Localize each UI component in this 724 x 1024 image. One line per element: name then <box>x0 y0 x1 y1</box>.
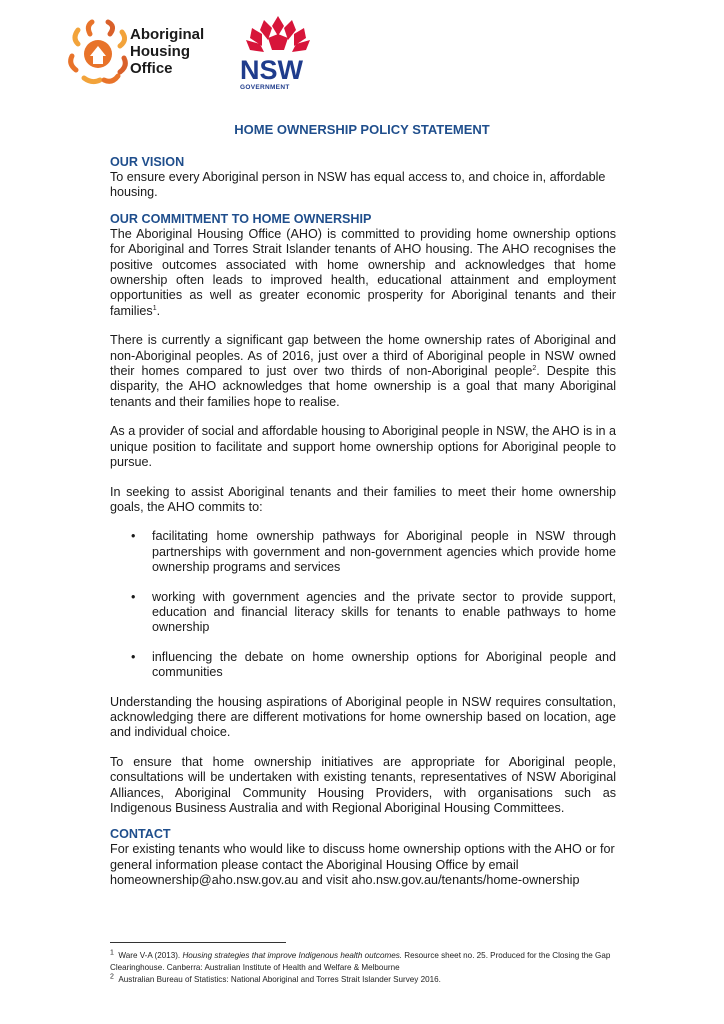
commitment-paragraph-4: In seeking to assist Aboriginal tenants and their families to meet their home ownership goals, the AHO commits to: <box>110 484 616 514</box>
vision-heading: OUR VISION <box>110 155 185 169</box>
footnote-ref-2[interactable]: 2 <box>532 364 537 372</box>
commitment-paragraph-1: The Aboriginal Housing Office (AHO) is committed to providing home ownership options for Aboriginal and Torres Strait Islander tenants of AHO housing. The AHO recognises the positive outcomes associated with home ownership and acknowledges that home ownership often leads to improved health, educational attainment and employment opportunities as well as greater economic prosperity for Aboriginal tenants and their families$^1$. <box>110 226 616 318</box>
commitment-paragraph-3: As a provider of social and affordable housing to Aboriginal people in NSW, the AHO is in a unique position to facilitate and support home ownership options for Aboriginal people to pursue. <box>110 424 616 470</box>
document-title: HOME OWNERSHIP POLICY STATEMENT <box>234 122 490 137</box>
aho-logo-text: Aboriginal Housing Office <box>130 26 205 77</box>
contact-text: For existing tenants who would like to discuss home ownership options with the AHO or for general information please contact the Aboriginal Housing Office by email homeownership@aho.nsw.gov.au and visit aho.nsw.gov.au/tenants/home-ownership <box>110 842 615 888</box>
footnote-divider <box>110 942 286 943</box>
vision-text: To ensure every Aboriginal person in NSW has equal access to, and choice in, affordable housing. <box>110 170 606 200</box>
header-logos <box>64 12 364 92</box>
list-item: • working with government agencies and the private sector to provide support, education and financial literacy skills for tenants to enable pathways to home ownership <box>131 589 616 635</box>
commitment-paragraph-6: To ensure that home ownership initiatives are appropriate for Aboriginal people, consultations will be undertaken with existing tenants, representatives of NSW Aboriginal Alliances, Aboriginal Community Housing Providers, with organisations such as Indigenous Business Australia and with Regional Aboriginal Housing Committees. <box>110 754 616 815</box>
commitment-paragraph-5: Understanding the housing aspirations of Aboriginal people in NSW requires consultation, acknowledging there are different motivations for home ownership based on location, age and individual choice. <box>110 694 616 740</box>
nsw-wordmark: NSW <box>240 55 303 85</box>
document-body <box>110 154 616 889</box>
bullet-icon: • <box>131 649 136 664</box>
footnote-2: $^2$ Australian Bureau of Statistics: National Aboriginal and Torres Strait Islander Survey 2016. <box>110 973 441 984</box>
bullet-icon: • <box>131 589 136 604</box>
list-item: • influencing the debate on home ownership options for Aboriginal people and communities <box>131 649 616 680</box>
list-item: • facilitating home ownership pathways for Aboriginal people in NSW through partnerships with government and non-government agencies which provide home ownership programs and services <box>131 529 616 575</box>
commitment-heading: OUR COMMITMENT TO HOME OWNERSHIP <box>110 211 372 226</box>
bullet-icon: • <box>131 529 136 544</box>
footnotes <box>110 950 618 986</box>
commitment-paragraph-2: There is currently a significant gap between the home ownership rates of Aboriginal and non-Aboriginal peoples. As of 2016, just over a third of Aboriginal people in NSW owned their homes compared to just over two thirds of non-Aboriginal people$^2$. Despite this disparity, the AHO acknowledges that home ownership is a goal that many Aboriginal tenants and their families hope to realise. <box>110 333 616 409</box>
footnote-ref-1[interactable]: 1 <box>152 304 157 312</box>
footnote-1: $^1$ Ware V-A (2013). Housing strategies that improve Indigenous health outcomes. Resource sheet no. 25. Produced for the Closing the Gap Clearinghouse. Canberra: Australian Institute of Health and Welfare & Melbourne <box>110 949 611 972</box>
commitments-list <box>110 529 616 680</box>
contact-heading: CONTACT <box>110 827 171 842</box>
nsw-government-label: GOVERNMENT <box>240 84 290 91</box>
